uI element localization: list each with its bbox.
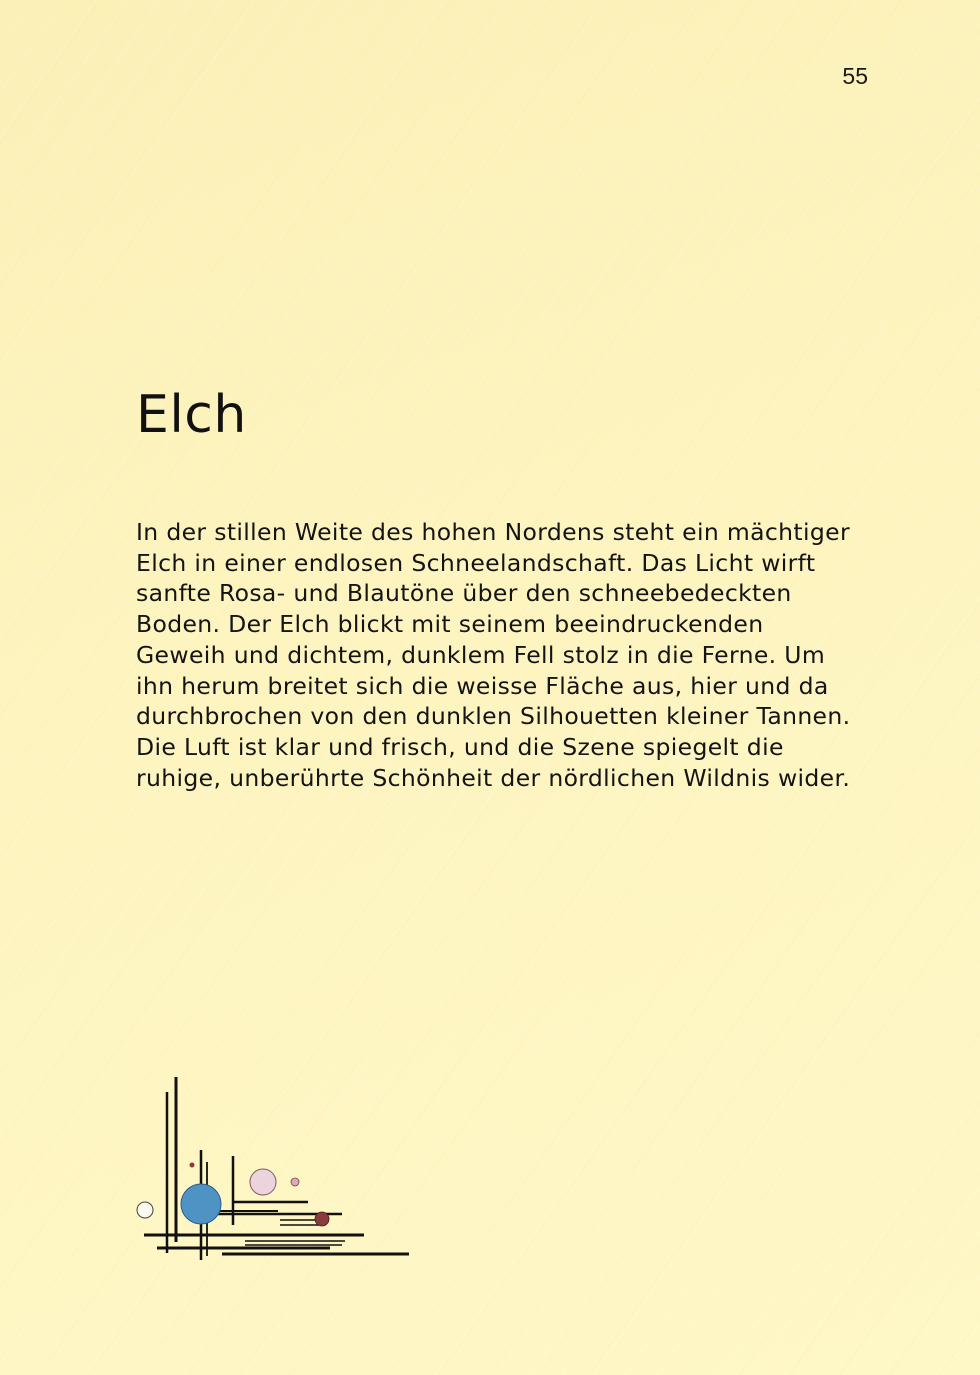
ornament-circle-blue — [181, 1184, 221, 1224]
ornament-circle-small-pink — [291, 1178, 299, 1186]
ornament-circle-maroon — [315, 1212, 329, 1226]
ornament-dot — [190, 1163, 195, 1168]
abstract-lines-circles-ornament — [130, 1070, 415, 1265]
ornament-circle-pink — [250, 1169, 276, 1195]
page-title: Elch — [136, 385, 247, 445]
page-number: 55 — [842, 63, 868, 89]
body-paragraph: In der stillen Weite des hohen Nordens steht ein mächtiger Elch in einer endlosen Schneelandschaft. Das Licht wirft sanfte Rosa- und Blautöne über den schneebedeckten Boden. Der Elch blickt mit seinem beeindruckenden Geweih und dichtem, dunklem Fell stolz in die Ferne. Um ihn herum breitet sich die weisse Fläche aus, hier und da durchbrochen von den dunklen Silhouetten kleiner Tannen. Die Luft ist klar und frisch, und die Szene spiegelt die ruhige, unberührte Schönheit der nördlichen Wildnis wider. — [136, 518, 851, 792]
ornament-circle-white — [137, 1202, 153, 1218]
